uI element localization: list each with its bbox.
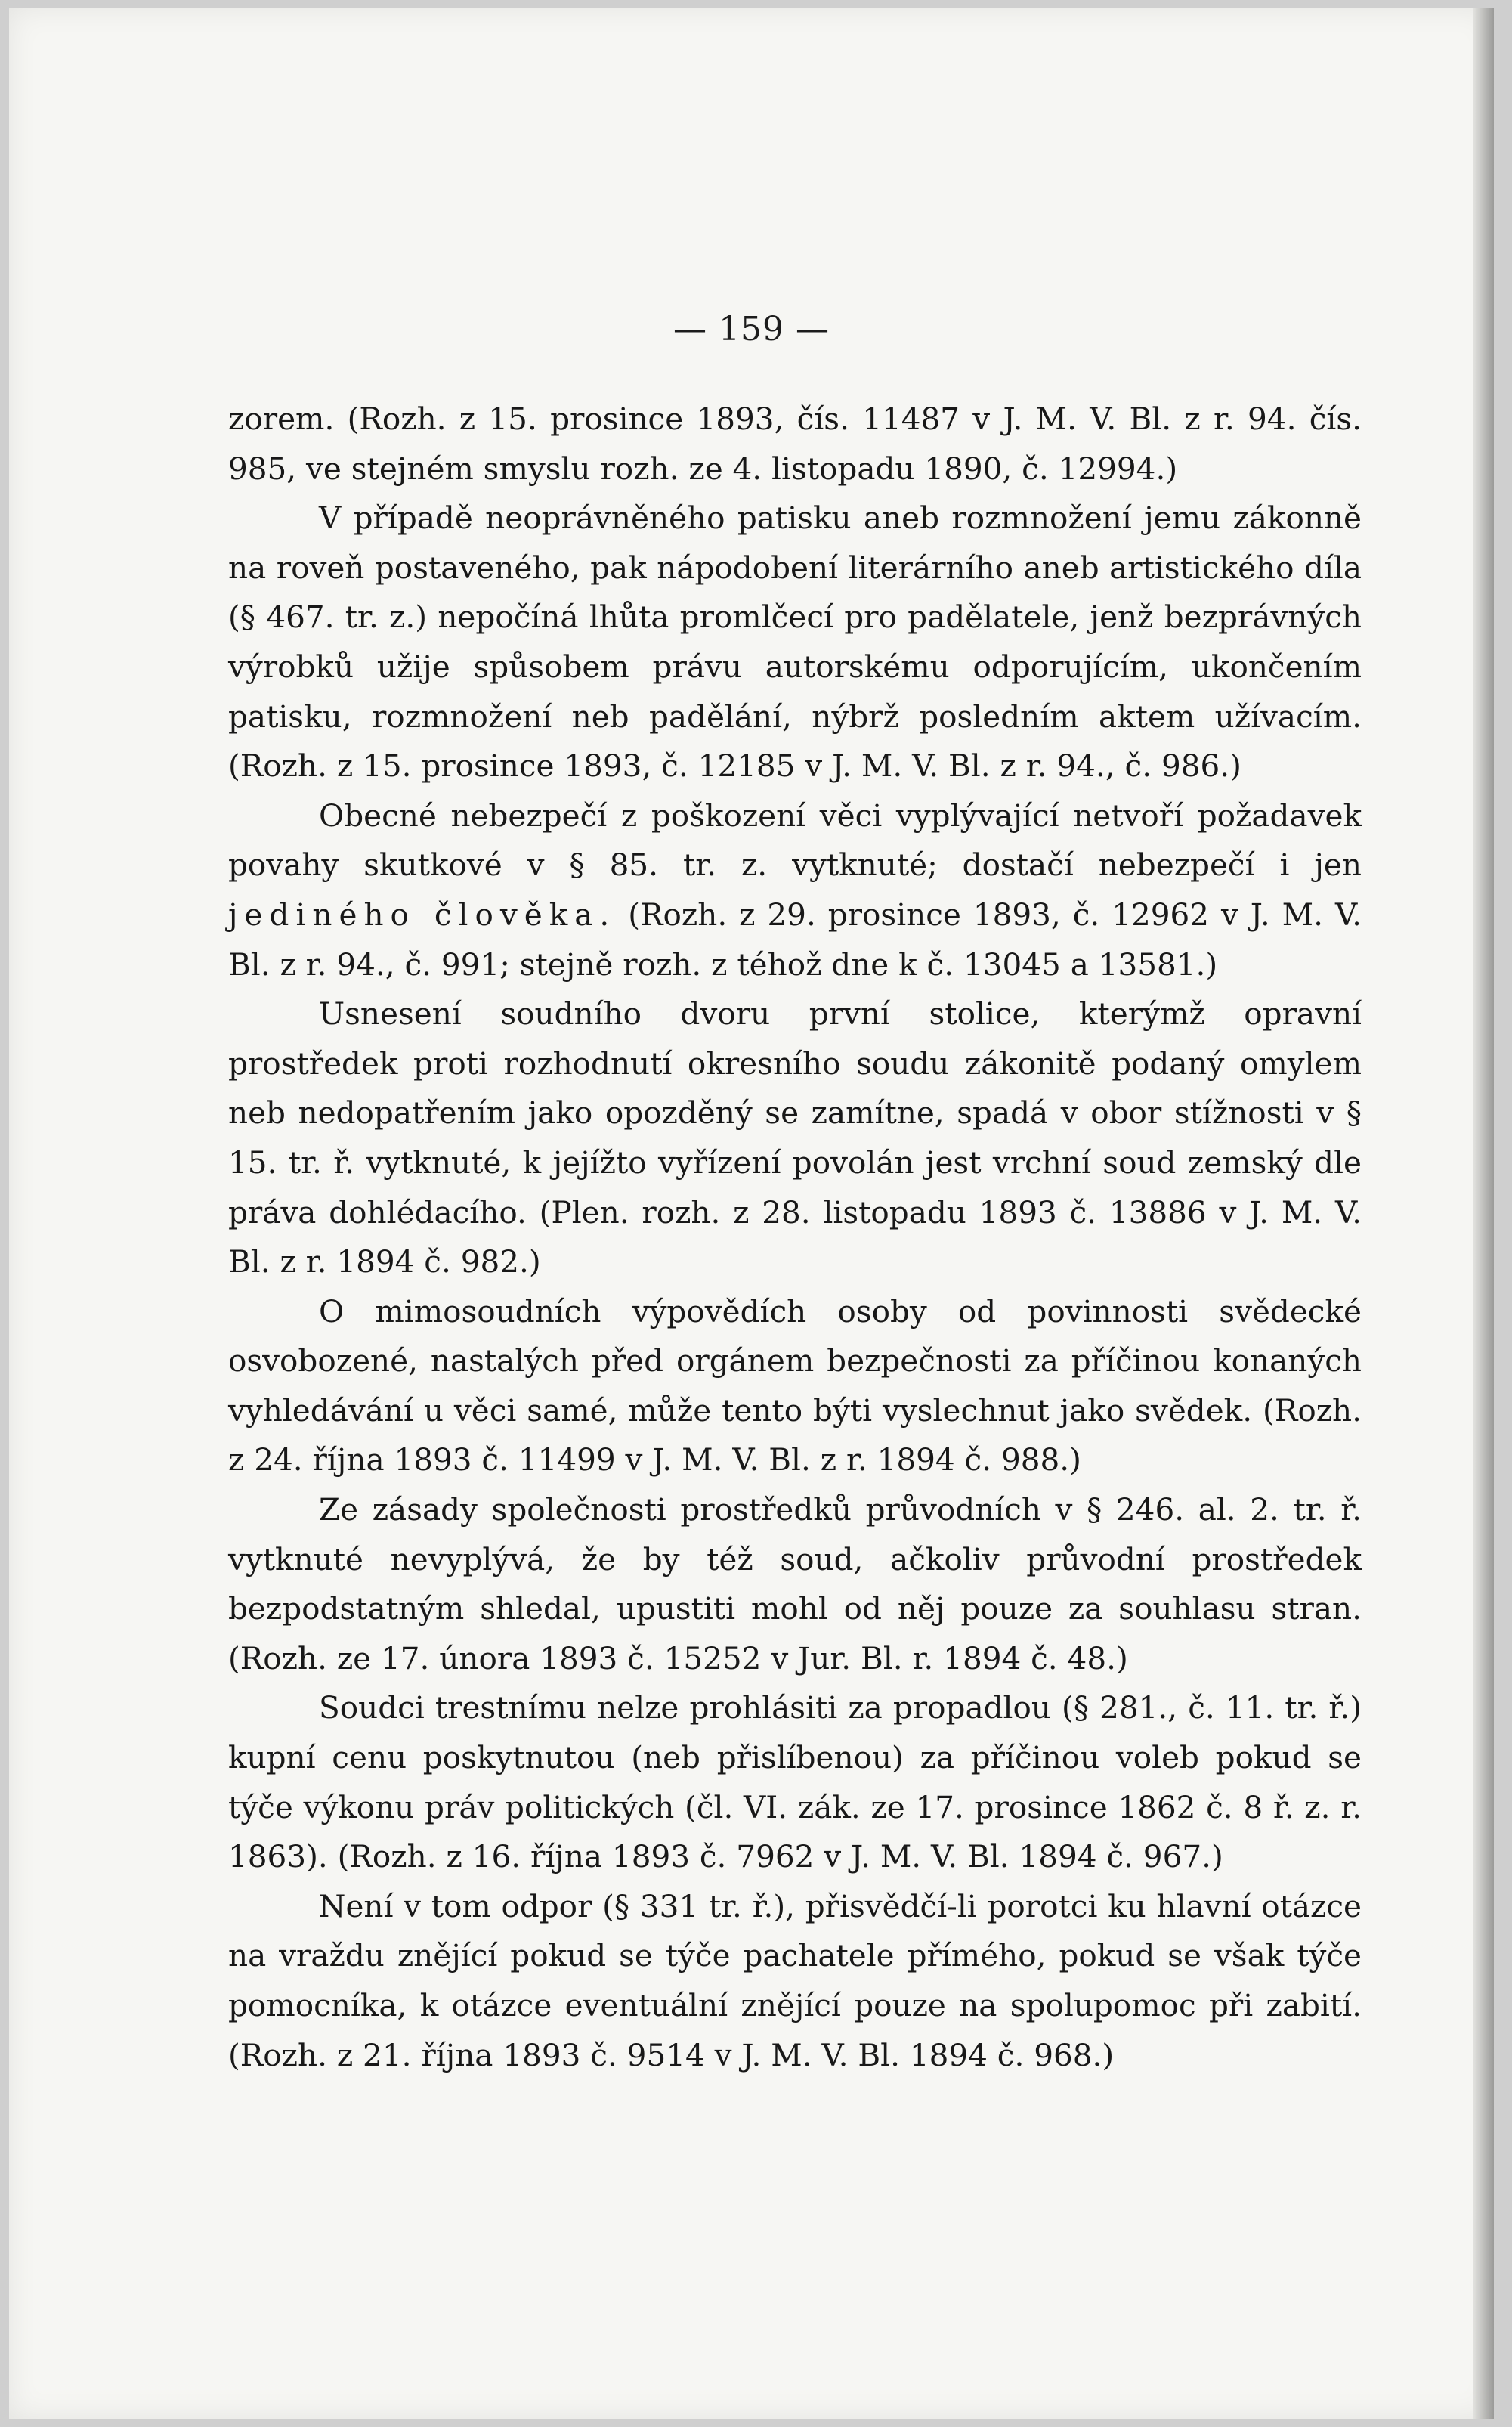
paragraph-copyright-limitation: V případě neoprávněného patisku aneb rozmnožení jemu zákonně na roveň postaveného, pak nápodobení literárního aneb artistického díla (§ 467. tr. z.) nepočíná lhůta promlčecí pro padělatele, jenž bezprávných výrobků užije spůsobem právu autorskému odporujícím, ukončením patisku, rozmnožení neb padělání, nýbrž posledním aktem užívacím. (Rozh. z 15. prosince 1893, č. 12185 v J. M. V. Bl. z r. 94., č. 986.) (228, 500, 1362, 785)
page-edge-shadow (1473, 8, 1494, 2419)
emphasized-text: jediného člověka. (228, 896, 617, 933)
paragraph-jury-verdict: Není v tom odpor (§ 331 tr. ř.), přisvědčí-li porotci ku hlavní otázce na vraždu znějící pokud se týče pachatele přímého, pokud se však týče pomocníka, k otázce eventuální znějící pouze na spolupomoc při zabití. (Rozh. z 21. října 1893 č. 9514 v J. M. V. Bl. 1894 č. 968.) (228, 1887, 1362, 2073)
book-page (9, 8, 1494, 2419)
paragraph-public-danger (228, 791, 1362, 989)
page-number: — 159 — (673, 310, 830, 348)
paragraph-appeal-resolution: Usnesení soudního dvoru první stolice, kterýmž opravní prostředek proti rozhodnutí okresního soudu zákonitě podaný omylem neb nedopatřením jako opozděný se zamítne, spadá v obor stížnosti v § 15. tr. ř. vytknuté, k jejížto vyřízení povolán jest vrchní soud zemský dle práva dohlédacího. (Plen. rozh. z 28. listopadu 1893 č. 13886 v J. M. V. Bl. z r. 1894 č. 982.) (228, 995, 1362, 1280)
paragraph-witness-statements: O mimosoudních výpovědích osoby od povinnosti svědecké osvobozené, nastalých před orgánem bezpečnosti za příčinou konaných vyhledávání u věci samé, může tento býti vyslechnut jako svědek. (Rozh. z 24. října 1893 č. 11499 v J. M. V. Bl. z r. 1894 č. 988.) (228, 1292, 1362, 1478)
paragraph-continuation: zorem. (Rozh. z 15. prosince 1893, čís. 11487 v J. M. V. Bl. z r. 94. čís. 985, ve stejném smyslu rozh. ze 4. listopadu 1890, č. 12994.) (228, 401, 1362, 487)
paragraph-public-danger-before: Obecné nebezpečí z poškození věci vyplývající netvoří požadavek povahy skutkové v § 85. tr. z. vytknuté; dostačí nebezpečí i jen (228, 797, 1362, 884)
paragraph-forfeiture: Soudci trestnímu nelze prohlásiti za propadlou (§ 281., č. 11. tr. ř.) kupní cenu poskytnutou (neb přislíbenou) za příčinou voleb pokud se týče výkonu práv politických (čl. VI. zák. ze 17. prosince 1862 č. 8 ř. z. r. 1863). (Rozh. z 16. října 1893 č. 7962 v J. M. V. Bl. 1894 č. 967.) (228, 1689, 1362, 1875)
paragraph-evidence-principle: Ze zásady společnosti prostředků průvodních v § 246. al. 2. tr. ř. vytknuté nevyplývá, že by též soud, ačkoliv průvodní prostředek bezpodstatným shledal, upustiti mohl od něj pouze za souhlasu stran. (Rozh. ze 17. února 1893 č. 15252 v Jur. Bl. r. 1894 č. 48.) (228, 1491, 1362, 1676)
page-body (228, 395, 1362, 2080)
paragraph-public-danger-after: (Rozh. z 29. prosince 1893, č. 12962 v J. M. V. Bl. z r. 94., č. 991; stejně rozh. z téhož dne k č. 13045 a 13581.) (228, 896, 1362, 983)
